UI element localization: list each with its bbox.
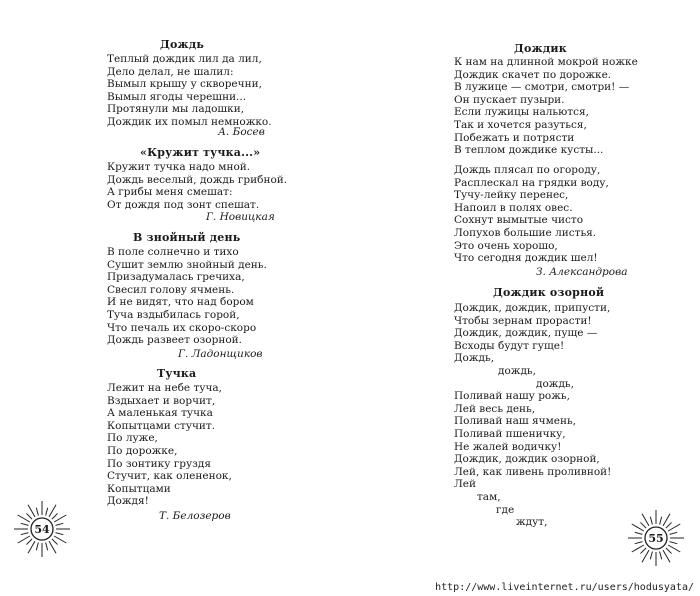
poem-line: Сушит землю знойный день.: [107, 258, 267, 271]
poem-line: Дождик скачет по дорожке.: [454, 68, 612, 81]
poem-line: Чтобы зернам прорасти!: [454, 314, 592, 327]
poem-line: Что сегодня дождик шел!: [454, 252, 598, 265]
poem-line: В лужице — смотри, смотри! —: [454, 81, 630, 94]
poem-line: где: [496, 503, 515, 516]
poem-line: Дождик, дождик, пуще —: [454, 327, 598, 340]
poem-line: Вздыхает и ворчит,: [107, 394, 216, 407]
poem-author: Т. Белозеров: [159, 510, 231, 522]
poem-line: Вымыл крышу у скворечни,: [107, 78, 262, 91]
poem-line: Побежать и потрясти: [454, 131, 575, 144]
poem-line: По зонтику груздя: [107, 457, 211, 470]
page-number-badge: [10, 497, 74, 561]
poem-author: З. Александрова: [536, 266, 628, 278]
poem-line: Поливай нашу рожь,: [454, 390, 570, 403]
poem-body: [107, 161, 287, 211]
poem-line: Не жалей водичку!: [454, 440, 562, 453]
poem-line: Копытцами стучит.: [107, 419, 216, 432]
poem-line: Туча вздыбилась горой,: [107, 308, 240, 321]
poem-line: Кружит тучка надо мной.: [107, 161, 251, 173]
poem-title: Дождь: [160, 38, 205, 51]
poem-line: Дождь,: [454, 352, 495, 365]
poem-author: Г. Ладонщиков: [178, 348, 263, 360]
poem-line: Тучу-лейку перенес,: [454, 189, 569, 202]
poem-line: ждут,: [516, 516, 548, 529]
poem-line: Поливай пшеничку,: [454, 427, 566, 440]
poem-line: К нам на длинной мокрой ножке: [454, 56, 638, 68]
poem-line: Дождь развеет озорной.: [107, 334, 242, 347]
poem-line: А маленькая тучка: [107, 407, 213, 420]
poem-line: Вымыл ягоды черешни...: [107, 90, 247, 103]
poem-line: Свесил голову ячмень.: [107, 283, 235, 296]
page-number: 54: [34, 522, 50, 536]
poem-line: Дело делал, не шалил:: [107, 65, 234, 78]
poem-line: Так и хочется разуться,: [454, 118, 587, 131]
poem-line: Расплескал на грядки воду,: [454, 176, 609, 189]
poem-line: Лопухов большие листья.: [454, 226, 597, 239]
poem-line: дождь,: [536, 377, 574, 390]
poem-title: Дождик озорной: [493, 286, 605, 299]
poem-line: Дождик, дождик, припусти,: [454, 302, 611, 314]
page-number: 55: [648, 531, 664, 545]
poem-title: Дождик: [514, 42, 567, 55]
poem-body: [454, 302, 611, 529]
poem-line: Напоил в полях овес.: [454, 201, 573, 214]
poem-line: От дождя под зонт спешат.: [107, 198, 260, 211]
poem-body: [454, 56, 638, 157]
poem-line: Дождик их помыл немножко.: [107, 115, 272, 128]
poem-line: И не видят, что над бором: [107, 296, 254, 309]
poem-line: Теплый дождик лил да лил,: [107, 53, 262, 65]
poem-line: Лежит на небе туча,: [107, 382, 222, 394]
poem-body: [107, 382, 232, 508]
poem-title: Тучка: [157, 367, 197, 380]
poem-body: [107, 246, 267, 347]
poem-line: Лей весь день,: [454, 402, 536, 415]
right-page: [350, 0, 700, 596]
poem-line: Это очень хорошо,: [454, 239, 558, 252]
poem-line: Протянули мы ладошки,: [107, 103, 245, 116]
poem-line: Лей, как ливень проливной!: [454, 465, 612, 478]
poem-line: Лей: [454, 478, 476, 491]
poem-line: дождь,: [498, 364, 536, 377]
poem-line: Стучит, как олененок,: [107, 470, 232, 483]
poem-line: А грибы меня смешат:: [107, 186, 233, 199]
poem-line: В теплом дождике кусты...: [454, 144, 604, 157]
poem-body: [107, 53, 272, 129]
poem-author: Г. Новицкая: [206, 211, 275, 223]
poem-line: Призадумалась гречиха,: [107, 271, 245, 284]
poem-line: Что печаль их скоро-скоро: [107, 321, 257, 334]
poem-line: Если лужицы нальются,: [454, 106, 589, 119]
poem-line: Дождь плясал по огороду,: [454, 164, 601, 176]
poem-line: Дождь веселый, дождь грибной.: [107, 173, 288, 186]
poem-line: Он пускает пузыри.: [454, 93, 565, 106]
poem-line: По дорожке,: [107, 444, 178, 457]
poem-line: Сохнут вымытые чисто: [454, 214, 584, 227]
poem-line: Всходы будут гуще!: [454, 339, 565, 352]
poem-line: Копытцами: [107, 482, 171, 495]
poem-line: Поливай наш ячмень,: [454, 415, 577, 428]
watermark-url: http://www.liveinternet.ru/users/hodusyata/: [435, 582, 694, 593]
poem-author: А. Босев: [218, 126, 265, 138]
poem-title: «Кружит тучка...»: [140, 146, 261, 159]
poem-title: В знойный день: [133, 231, 241, 244]
poem-line: там,: [477, 490, 501, 503]
poem-line: В поле солнечно и тихо: [107, 246, 239, 258]
page-number-badge: [624, 506, 688, 570]
poem-body: [454, 164, 609, 265]
poem-line: По луже,: [107, 432, 158, 445]
poem-line: Дождя!: [107, 495, 149, 508]
poem-line: Дождик, дождик озорной,: [454, 453, 600, 466]
